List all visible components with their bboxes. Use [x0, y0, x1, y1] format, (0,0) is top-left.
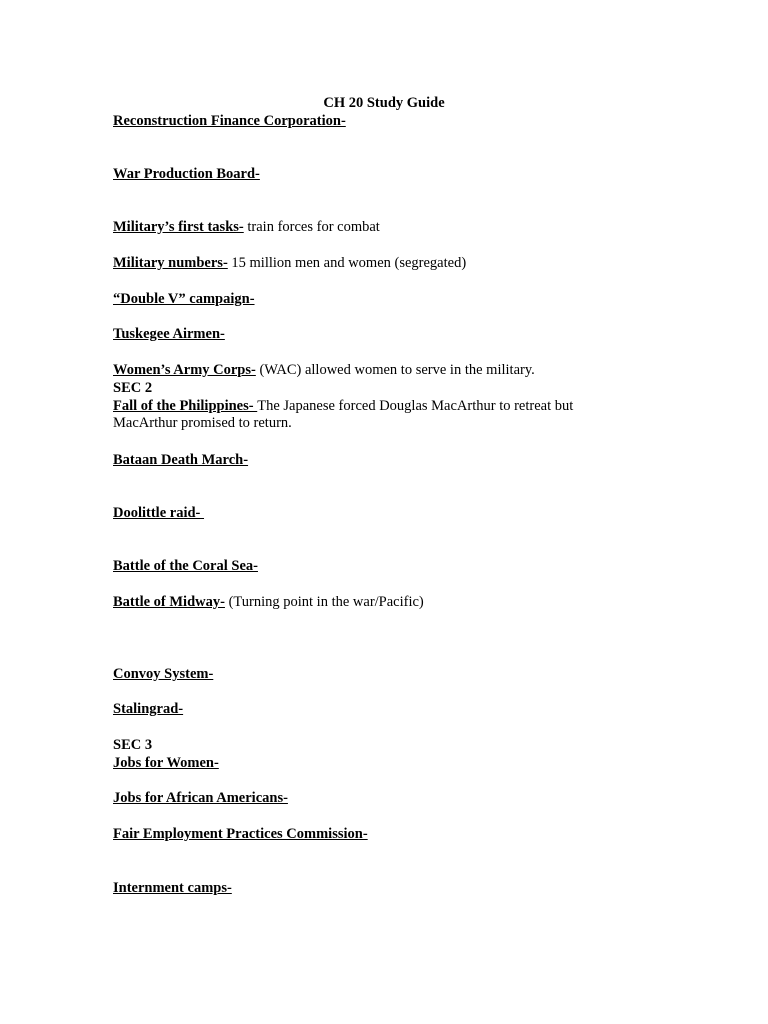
- entry-term: Convoy System-: [113, 666, 214, 682]
- entry-term: Jobs for Women-: [113, 755, 219, 771]
- entry-text: (Turning point in the war/Pacific): [224, 594, 424, 610]
- entry-military-first-tasks: [113, 218, 380, 236]
- entry-jobs-for-african-americans: [113, 789, 288, 807]
- entry-tuskegee-airmen: [113, 325, 225, 343]
- entry-fall-of-the-philippines-continued: [113, 414, 292, 432]
- entry-text: The Japanese forced Douglas MacArthur to retreat but: [257, 398, 574, 414]
- entry-text: train forces for combat: [243, 219, 380, 235]
- entry-text: 15 million men and women (segregated): [227, 255, 467, 271]
- entry-term: Tuskegee Airmen-: [113, 326, 225, 342]
- section-heading-sec-2: SEC 2: [113, 380, 153, 396]
- entry-term: Stalingrad-: [113, 701, 184, 717]
- entry-war-production-board: [113, 165, 260, 183]
- entry-double-v-campaign: [113, 290, 255, 308]
- entry-term: Reconstruction Finance Corporation-: [113, 113, 346, 129]
- entry-term: Fall of the Philippines-: [113, 398, 258, 414]
- entry-jobs-for-women: [113, 754, 219, 772]
- entry-doolittle-raid: [113, 504, 204, 522]
- entry-stalingrad: [113, 700, 183, 718]
- entry-term: Fair Employment Practices Commission-: [113, 826, 368, 842]
- section-heading-sec-3: SEC 3: [113, 737, 153, 753]
- entry-term: Jobs for African Americans-: [113, 790, 288, 806]
- entry-term: Internment camps-: [113, 880, 232, 896]
- entry-term: Battle of the Coral Sea-: [113, 558, 258, 574]
- entry-battle-of-the-coral-sea: [113, 557, 258, 575]
- entry-battle-of-midway: [113, 593, 424, 611]
- entry-fall-of-the-philippines: [113, 397, 573, 415]
- entry-womens-army-corps: [113, 361, 535, 379]
- entry-fair-employment-practices-commission: [113, 825, 368, 843]
- entry-text: (WAC) allowed women to serve in the military.: [255, 362, 535, 378]
- document-title: CH 20 Study Guide: [323, 95, 445, 111]
- entry-term: “Double V” campaign-: [113, 291, 255, 307]
- entry-term: Military numbers-: [113, 255, 228, 271]
- entry-convoy-system: [113, 665, 213, 683]
- entry-reconstruction-finance-corporation: [113, 112, 346, 130]
- entry-term: Doolittle raid-: [113, 505, 205, 521]
- entry-bataan-death-march: [113, 451, 248, 469]
- entry-term: Battle of Midway-: [113, 594, 225, 610]
- entry-term: War Production Board-: [113, 166, 260, 182]
- entry-internment-camps: [113, 879, 232, 897]
- entry-text: MacArthur promised to return.: [113, 415, 292, 431]
- entry-term: Military’s first tasks-: [113, 219, 244, 235]
- entry-military-numbers: [113, 254, 466, 272]
- entry-term: Bataan Death March-: [113, 452, 249, 468]
- entry-term: Women’s Army Corps-: [113, 362, 256, 378]
